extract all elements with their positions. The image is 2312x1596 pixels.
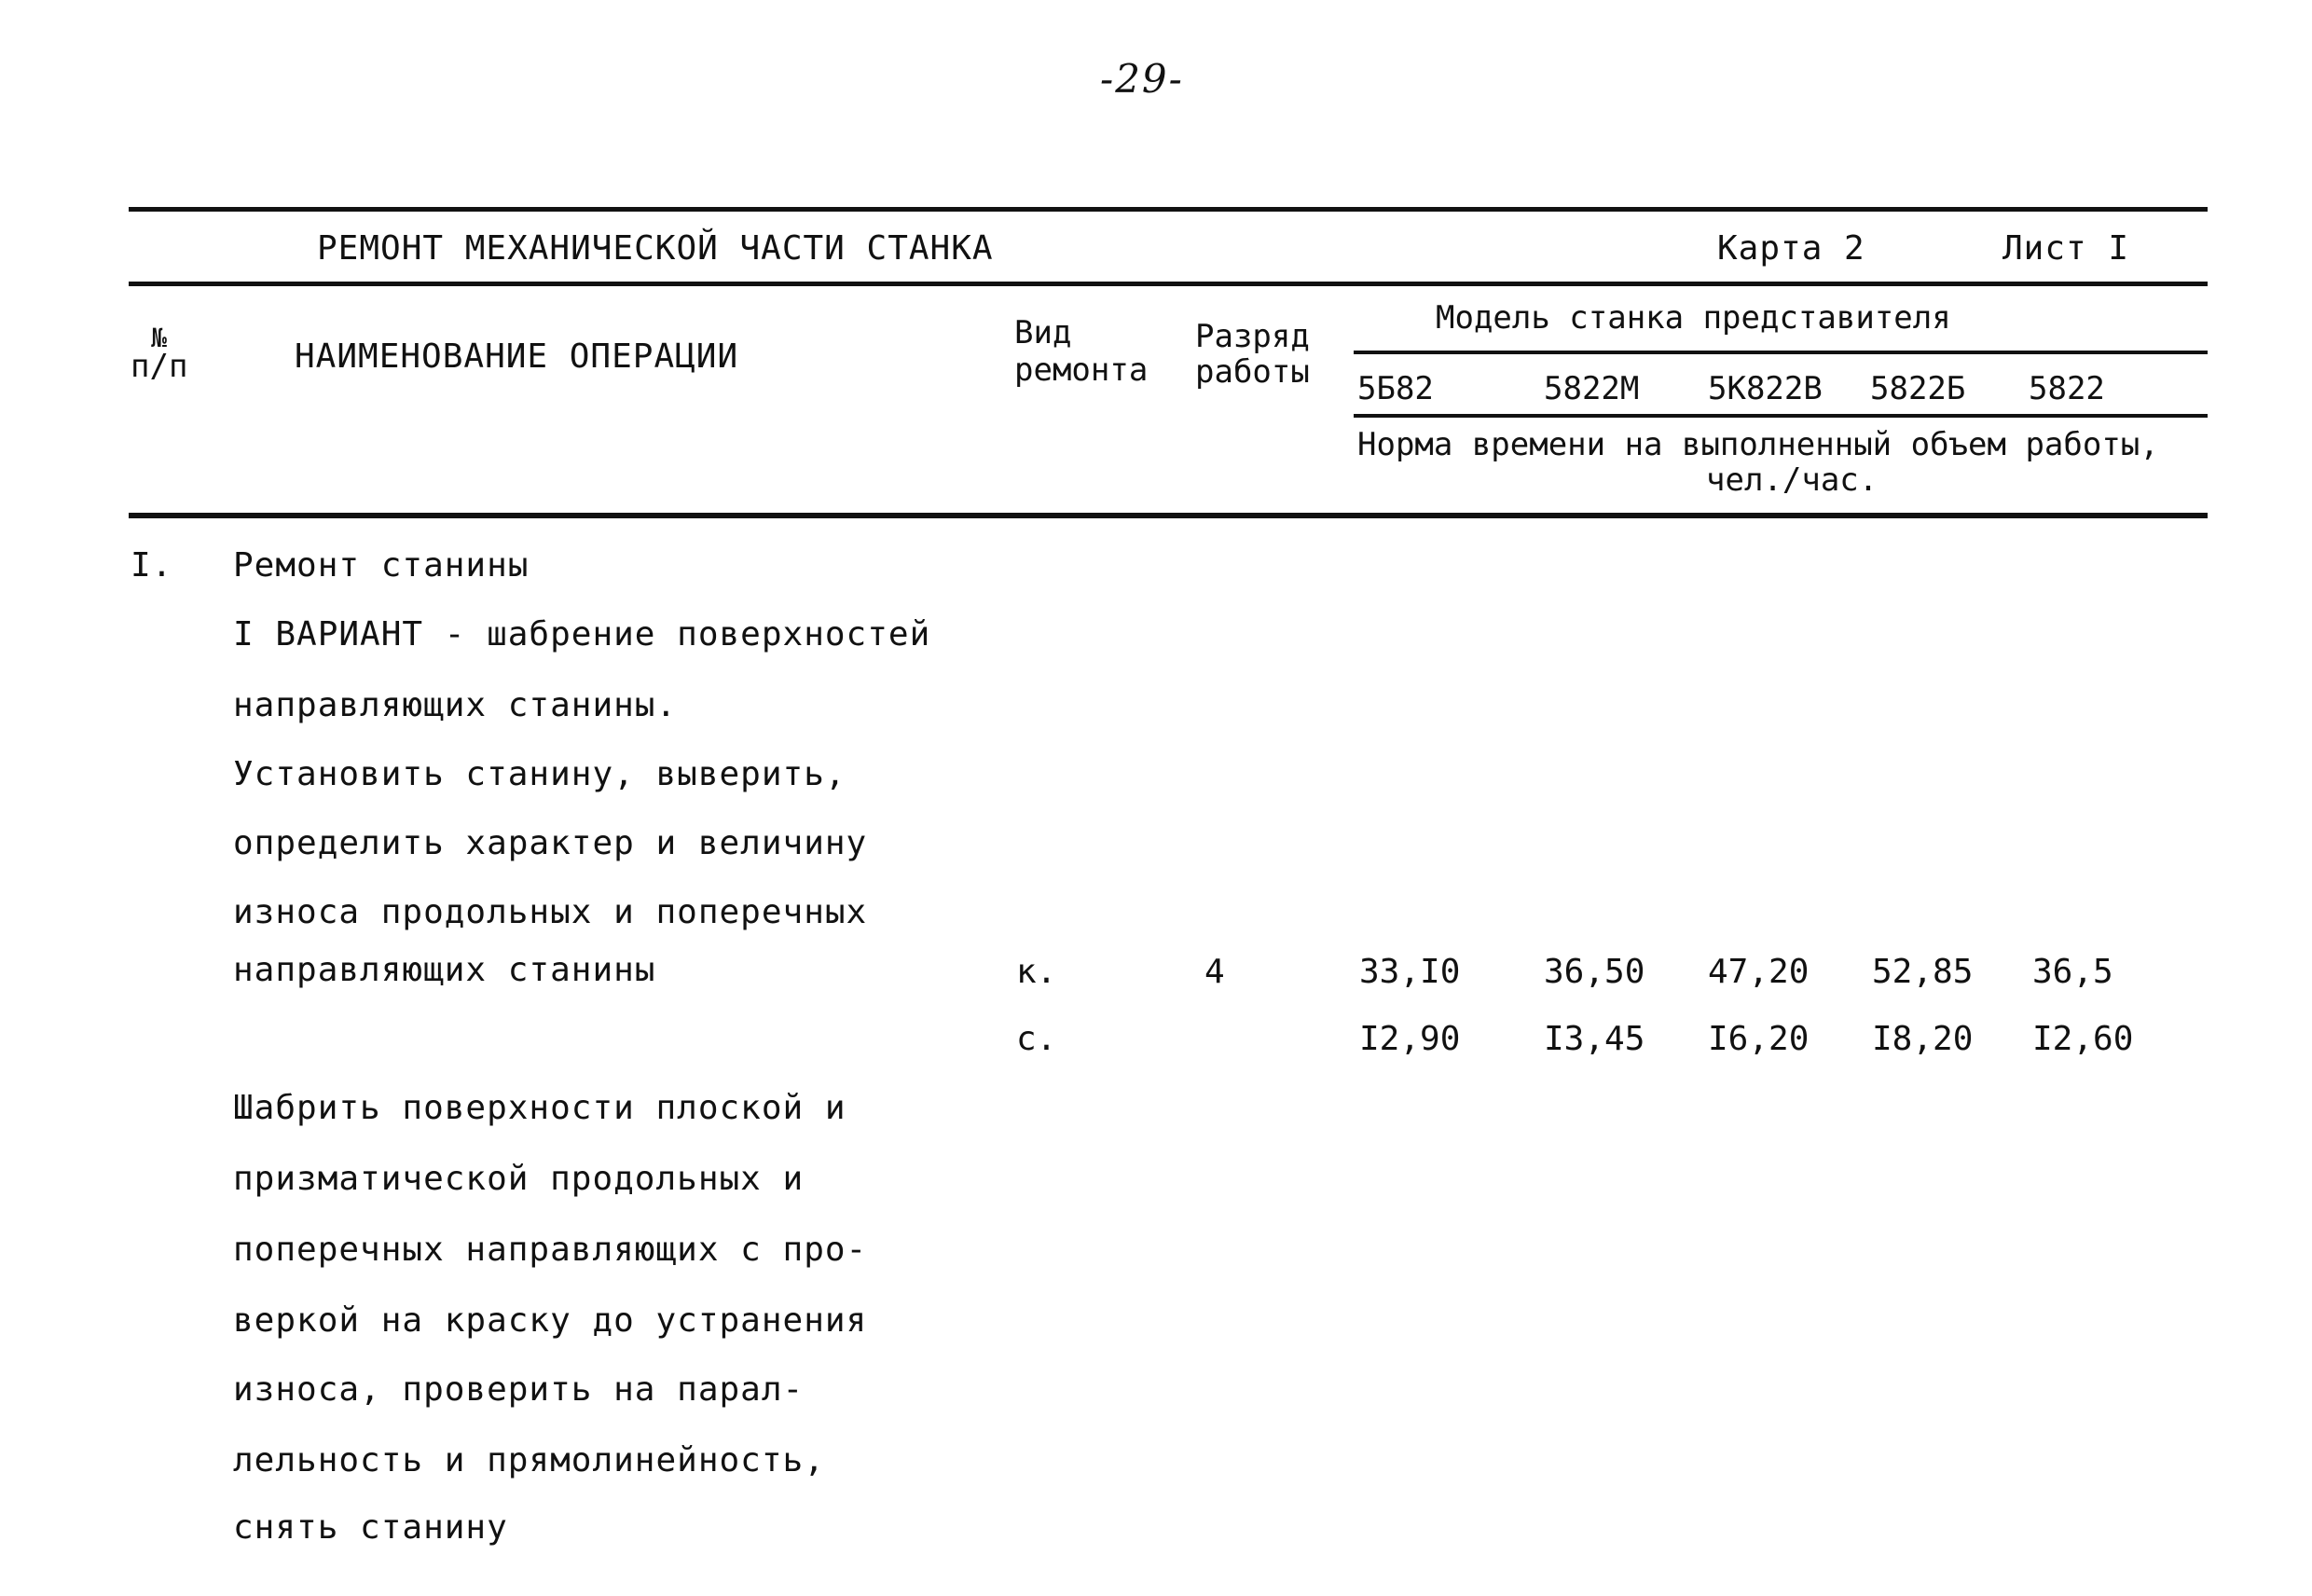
operation-line: износа продольных и поперечных [233, 893, 868, 931]
repair-type-cell: к. [1016, 953, 1057, 991]
operation-line: снять станину [233, 1508, 508, 1547]
model-5b82: 5Б82 [1357, 370, 1434, 407]
norm-cell-5822b: 52,85 [1872, 953, 1974, 991]
top-rule [129, 207, 2208, 212]
page-number: -29- [1100, 56, 1184, 102]
models-rule [1354, 414, 2208, 418]
norm-header-line1: Норма времени на выполненный объем работы, [1357, 426, 2159, 463]
col-grade-line1: Разряд [1195, 318, 1310, 355]
row-number: I. [131, 546, 173, 585]
table-title: РЕМОНТ МЕХАНИЧЕСКОЙ ЧАСТИ СТАНКА [317, 229, 994, 268]
operation-line: лельность и прямолинейность, [233, 1441, 825, 1479]
repair-type-cell: с. [1016, 1020, 1057, 1058]
col-grade-line2: работы [1195, 353, 1310, 391]
norm-cell-5k822v: 47,20 [1708, 953, 1810, 991]
norm-cell-5822m: I3,45 [1544, 1020, 1645, 1058]
operation-line: I ВАРИАНТ - шабрение поверхностей [233, 615, 931, 654]
card-number: Карта 2 [1717, 229, 1865, 268]
norm-cell-5b82: I2,90 [1359, 1020, 1461, 1058]
operation-line: направляющих станины [233, 951, 656, 989]
model-5822: 5822 [2029, 370, 2105, 407]
norm-cell-5822: I2,60 [2032, 1020, 2134, 1058]
operation-line: направляющих станины. [233, 686, 678, 724]
operation-line: Ремонт станины [233, 546, 530, 585]
norm-cell-5822b: I8,20 [1872, 1020, 1974, 1058]
norm-header-line2: чел./час. [1706, 461, 1878, 499]
operation-line: призматической продольных и [233, 1160, 805, 1198]
grade-cell: 4 [1204, 953, 1225, 991]
operation-line: поперечных направляющих с про- [233, 1231, 868, 1269]
col-operation-header: НАИМЕНОВАНИЕ ОПЕРАЦИИ [295, 337, 739, 376]
norm-cell-5822m: 36,50 [1544, 953, 1645, 991]
operation-line: Установить станину, выверить, [233, 755, 846, 793]
norm-cell-5822: 36,5 [2032, 953, 2113, 991]
header-bottom-rule [129, 513, 2208, 518]
model-group-header: Модель станка представителя [1436, 299, 1951, 337]
header-rule [129, 282, 2208, 286]
model-5k822v: 5К822В [1708, 370, 1823, 407]
model-group-rule [1354, 351, 2208, 354]
sheet-number: Лист I [2002, 229, 2130, 268]
col-repair-type-line1: Вид [1014, 314, 1072, 351]
operation-line: определить характер и величину [233, 824, 868, 862]
col-number-symbol: № [151, 323, 167, 353]
operation-line: Шабрить поверхности плоской и [233, 1089, 846, 1127]
norm-cell-5b82: 33,I0 [1359, 953, 1461, 991]
col-repair-type-line2: ремонта [1014, 351, 1149, 389]
norm-cell-5k822v: I6,20 [1708, 1020, 1810, 1058]
operation-line: износа, проверить на парал- [233, 1370, 805, 1409]
col-number-header: п/п [131, 348, 188, 385]
model-5822m: 5822М [1544, 370, 1640, 407]
operation-line: веркой на краску до устранения [233, 1301, 868, 1340]
model-5822b: 5822Б [1870, 370, 1966, 407]
